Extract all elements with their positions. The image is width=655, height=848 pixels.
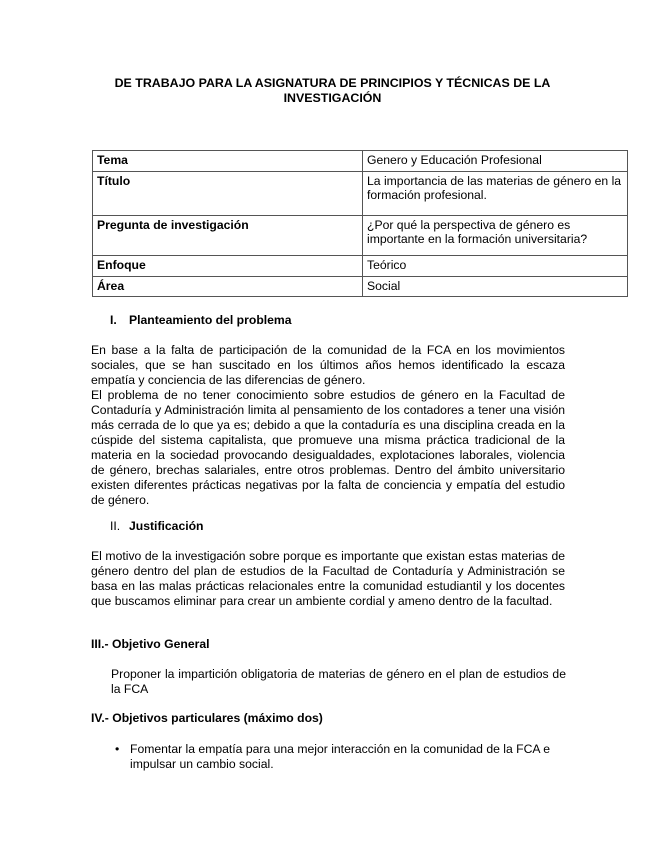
table-row <box>93 151 628 172</box>
section-2-number: II. <box>110 519 121 533</box>
section-2-body <box>91 549 565 609</box>
table-key-enfoque: Enfoque <box>93 256 363 277</box>
section-4-heading: IV.- Objetivos particulares (máximo dos) <box>91 711 323 725</box>
section-1-paragraph-1: En base a la falta de participación de la comunidad de la FCA en los movimientos sociales, que se han suscitado en los últimos años hemos identificado la escaza empatía y conciencia de las diferencias de género. <box>91 343 565 387</box>
section-2-title: Justificación <box>129 519 204 533</box>
section-1-heading <box>110 313 292 328</box>
section-2-paragraph-1: El motivo de la investigación sobre porque es importante que existan estas materias de género dentro del plan de estudios de la Facultad de Contaduría y Administración se basa en las malas prácticas relacionales entre la comunidad estudiantil y los docentes que buscamos eliminar para crear un ambiente cordial y ameno dentro de la facultad. <box>91 549 565 608</box>
table-row <box>93 172 628 216</box>
table-key-pregunta: Pregunta de investigación <box>93 216 363 256</box>
table-value-titulo: La importancia de las materias de género en la formación profesional. <box>363 172 628 216</box>
info-table <box>92 150 628 297</box>
section-1-number: I. <box>110 313 117 327</box>
table-value-enfoque: Teórico <box>363 256 628 277</box>
table-key-titulo: Título <box>93 172 363 216</box>
section-1-paragraph-2: El problema de no tener conocimiento sobre estudios de género en la Facultad de Contaduría y Administración limita al pensamiento de los contadores a tener una visión más cerrada de lo que ya es; debido a que la contaduría es una disciplina creada en la cúspide del sistema capitalista, que promueve una misma práctica tradicional de la materia en la sociedad provocando desigualdades, explotaciones laborales, violencia de género, brechas salariales, entre otros problemas. Dentro del ámbito universitario existen diferentes prácticas negativas por la falta de conciencia y empatía del estudio de género. <box>91 388 565 507</box>
table-row <box>93 277 628 297</box>
table-key-tema: Tema <box>93 151 363 172</box>
section-1-body <box>91 343 565 508</box>
table-row <box>93 216 628 256</box>
table-key-area: Área <box>93 277 363 297</box>
table-value-area: Social <box>363 277 628 297</box>
section-2-heading <box>110 519 204 534</box>
table-value-pregunta: ¿Por qué la perspectiva de género es importante en la formación universitaria? <box>363 216 628 256</box>
document-title: DE TRABAJO PARA LA ASIGNATURA DE PRINCIPIOS Y TÉCNICAS DE LA INVESTIGACIÓN <box>114 76 551 105</box>
bullet-icon: • <box>115 742 120 756</box>
table-row <box>93 256 628 277</box>
objective-bullet-1: Fomentar la empatía para una mejor interacción en la comunidad de la FCA e impulsar un cambio social. <box>130 742 551 771</box>
section-3-heading: III.- Objetivo General <box>91 637 210 651</box>
section-3-body <box>111 667 566 697</box>
section-3-paragraph-1: Proponer la impartición obligatoria de materias de género en el plan de estudios de la FCA <box>111 667 566 696</box>
section-1-title: Planteamiento del problema <box>129 313 292 327</box>
table-value-tema: Genero y Educación Profesional <box>363 151 628 172</box>
